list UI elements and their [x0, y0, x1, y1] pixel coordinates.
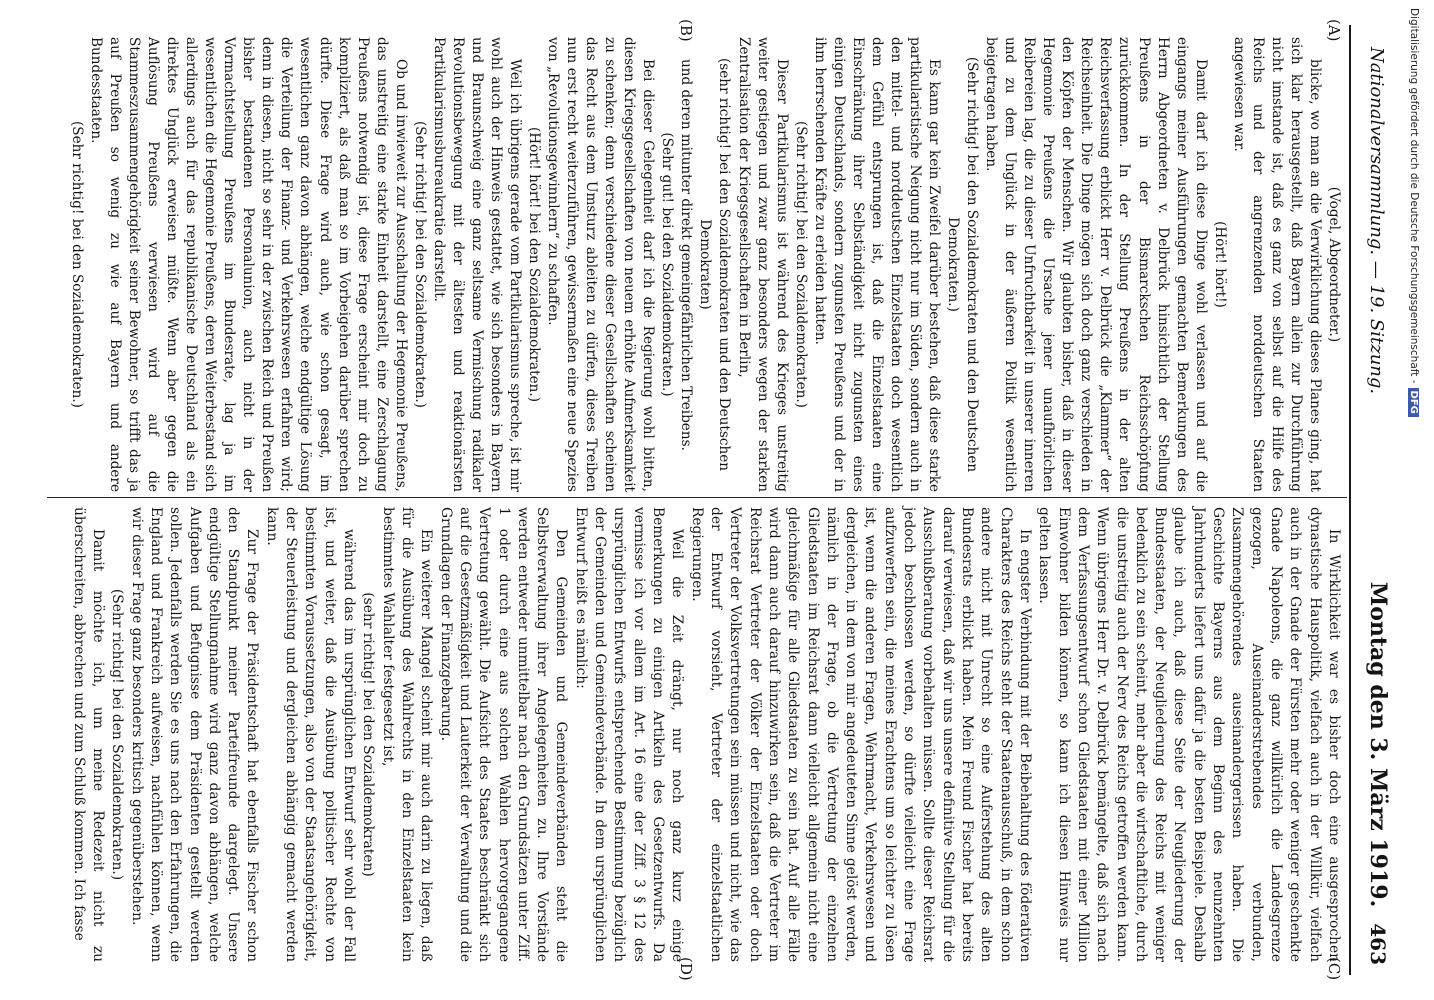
right-column [53, 507, 1343, 962]
right-paragraph: während das im ursprünglichen Entwurf sehr wohl der Fall ist, und weiter, daß die Ausübung politischer Rechte von bestimmten Voraussetzungen, also von der Staatsangehörigkeit, der Steuerleistung und dergleichen abhängig gemacht werden kann. [263, 507, 358, 962]
dfg-logo: DFG [1408, 388, 1419, 417]
right-paragraph: In engster Verbindung mit der Beibehaltung des föderativen Charakters des Reichs steht der Staatenausschuß, in dem schon andere nicht mit Unrecht so eine Auferstehung des alten Bundesrats erblickt haben. Mein Freund Fischer hat bereits darauf verwiesen, daß wir uns unsere definitive Stellung für die Ausschußberatung vorbehalten müssen. Sollte dieser Reichsrat jedoch beschlossen werden, so dürfte vielleicht eine Frage aufzuwerfen sein, die meines Erachtens um so leichter zu lösen ist, wenn die anderen Fragen, Wehrmacht, Verkehrswesen und dergleichen, in dem von mir angedeuteten Sinne gelöst werden, nämlich in der Frage, ob die Vertretung der einzelnen Gliedstaaten im Reichsrat dann vielleicht allgemein nicht eine gleichmäßige für alle Gliedstaaten zu sein hat. Auf alle Fälle wird dann auch darauf hinzuwirken sein, daß die Vertreter im Reichsrat Vertreter der Völker der Einzelstaaten oder doch Vertreter der Volksvertretungen sein müssen und nicht, wie das der Entwurf vorsieht, Vertreter der einzelstaatlichen Regierungen. [688, 507, 1033, 962]
left-paragraph: blicke, wo man an die Verwirklichung dieses Planes ging, hat sich klar herausgestellt, daß Bayern allein zur Durchführung nicht imstande ist, daß es ganz von selbst auf die Hilfe des Reichs und der angrenzenden norddeutschen Staaten angewiesen war. [1230, 37, 1323, 492]
page-header [1349, 25, 1395, 975]
column-divider [47, 497, 1347, 498]
margin-marker-c: (C) [1325, 957, 1343, 981]
right-paragraph: Zur Frage der Präsidentschaft hat ebenfalls Fischer schon den Standpunkt meiner Parteifreunde dargelegt. Unsere endgültige Stellungnahme wird ganz davon abhängen, welche Aufgaben und Befugnisse dem Präsidenten gestellt werden sollen. Jedenfalls werden Sie es uns nach den Erfahrungen, die England und Frankreich aufweisen, nachfühlen können, wenn wir dieser Frage ganz besonders kritisch gegenüberstehen. [128, 507, 261, 962]
left-paragraph: Es kann gar kein Zweifel darüber bestehen, daß diese starke partikularistische Neigung nicht nur im Süden, sondern auch in den mittel- und norddeutschen Einzelstaaten doch wesentlich dem Gefühl entsprungen ist, daß die Einzelstaaten eine Einschränkung ihrer Selbständigkeit nicht zugunsten eines einigen Deutschlands, sondern zugunsten Preußens und der in ihm herrschenden Kräfte zu erleiden hatten. [811, 37, 943, 492]
right-paragraph: Damit möchte ich, um meine Redezeit nicht zu überschreiten, abbrechen und zum Schluß kommen. Ich fasse [70, 507, 106, 962]
header-date [1365, 582, 1391, 965]
right-paragraph: (Sehr richtig! bei den Sozialdemokraten.) [109, 588, 126, 881]
left-paragraph: (sehr richtig! bei den Sozialdemokraten und den Deutschen Demokraten) [697, 57, 733, 471]
left-paragraph: (Hört! hört! bei den Sozialdemokraten.) [526, 126, 543, 402]
right-paragraph: In Wirklichkeit war es bisher doch eine ausgesprochen dynastische Hauspolitik, vielfach auch in der Willkür, vielfach auch in der Gnade der Fürsten mehr oder weniger geschenkte Gnade Napoleons, die ganz willkürlich die Landesgrenze gezogen, Auseinanderstrebendes verbunden, Zusammengehörendes auseinandergerissen haben. Die Geschichte Bayerns aus dem Beginn des neunzehnten Jahrhunderts liefert uns dafür ja die besten Beispiele. Deshalb glaube ich auch, daß diese Seite der Neugliederung der Bundesstaaten, der Neugliederung des Reichs mit weniger bedenklich zu sein scheint, mehr aber die wirtschaftliche, durch die unstreitig auch der Nerv des Reichs getroffen werden kann. Wenn übrigens Herr Dr. v. Delbrück bemängelte, daß sich nach dem Verfassungsentwurf schon Gliedstaaten mit einer Million Einwohner bilden können, so kann ich diesen Hinweis nur gelten lassen. [1036, 507, 1342, 962]
left-paragraph: (Sehr richtig! bei den Sozialdemokraten.) [792, 121, 809, 408]
left-column [53, 37, 1343, 492]
header-session-title: Nationalversammlung. — 19. Sitzung. [1366, 47, 1387, 395]
left-paragraph: (Sehr richtig! bei den Sozialdemokraten und den Deutschen Demokraten.) [945, 56, 981, 473]
margin-marker-a: (A) [1325, 19, 1343, 42]
left-paragraph: (Hört! hört!) [1211, 221, 1228, 308]
right-paragraph: Ein weiterer Mangel scheint mir auch darin zu liegen, daß für die Ausübung des Wahlrechts in den Einzelstaaten kein bestimmtes Wahlalter festgesetzt ist, [379, 507, 435, 962]
margin-marker-d: (D) [677, 957, 695, 981]
dfg-stamp [1408, 8, 1421, 414]
left-paragraph: (Sehr richtig! bei den Sozialdemokraten.) [68, 121, 85, 408]
left-paragraph: und deren mitunter direkt gemeingefährlichen Treibens. [678, 59, 695, 451]
left-paragraph: Damit darf ich diese Dinge wohl verlassen und auf die eingangs meiner Ausführungen gemachten Bemerkungen des Herrn Abgeordneten v. Delbrück hinsichtlich der Stellung Preußens in der Bismarckschen Reichsschöpfung zurückkommen. In der Stellung Preußens in der alten Reichsverfassung erblickt Herr v. Delbrück die „Klammer“ der Reichseinheit. Die Dinge mögen sich doch ganz verschieden in den Köpfen der Menschen. Wir glaubten bisher, daß in dieser Hegemonie Preußens die Ursache jener unaufhörlichen Reibereien lag, die zu dieser Unfruchtbarkeit in unserer inneren und zu dem Unglück in der äußeren Politik wesentlich beigetragen haben. [983, 37, 1209, 492]
right-paragraph: Weil die Zeit drängt, nur noch ganz kurz einige Bemerkungen zu einigen Artikeln des Gesetzentwurfs. Da vermisse ich vor allem im Art. 16 eine der Ziff. 3 § 12 des ursprünglichen Entwurfs entsprechende Bestimmung bezüglich der Gemeinden und Gemeindeverbände. In dem ursprünglichen Entwurf heißt es nämlich: [572, 507, 686, 962]
left-paragraph: (Sehr gut! bei den Sozialdemokraten.) [659, 132, 676, 397]
left-paragraph: Dieser Partikularismus ist während des Krieges unstreitig weiter gestiegen und zwar ganz besonders wegen der starken Zentralisation der Kriegsgesellschaften in Berlin, [735, 37, 790, 492]
right-paragraph: (sehr richtig! bei den Sozialdemokraten) [360, 592, 377, 877]
rotated-printed-page [40, 19, 1395, 981]
margin-marker-b: (B) [677, 19, 695, 42]
dfg-stamp-text [1408, 8, 1420, 417]
page-number: 463 [1366, 923, 1390, 965]
left-paragraph: Weil ich übrigens gerade vom Partikularismus spreche, ist mir wohl auch der Hinweis gestattet, wie sich besonders in Bayern und Braunschweig eine ganz seltsame Vermischung radikaler Revolutionsbewegung mit der ältesten und reaktionärsten Partikularismusbureaukratie darstellt. [430, 37, 523, 492]
right-paragraph: Den Gemeinden und Gemeindeverbänden steht die Selbstverwaltung ihrer Angelegenheiten zu. Ihre Vorstände werden entweder unmittelbar nach den Grundsätzen unter Ziff. 1 oder durch eine aus solchen Wahlen hervorgegangene Vertretung gewählt. Die Aufsicht des Staates beschränkt sich auf die Gesetzmäßigkeit und Lauterkeit der Verwaltung und die Grundlagen der Finanzgebarung. [437, 507, 570, 962]
left-paragraph: (Vogel, Abgeordneter.) [1326, 186, 1342, 343]
dfg-stamp-caption: Digitalisierung gefördert durch die Deutsche Forschungsgemeinschaft - [1408, 8, 1420, 384]
left-paragraph: Bei dieser Gelegenheit darf ich die Regierung wohl bitten, diesen Kriegsgesellschaften von neuem erhöhte Aufmerksamkeit zu schenken; denn verschiedene dieser Gesellschaften scheinen das Recht aus dem Umsturz ableiten zu dürfen, dieses Treiben nun erst recht weiterzuführen, gewissermaßen eine neue Spezies von „Revolutionsgewinnlern“ zu schaffen. [545, 37, 657, 492]
left-paragraph: (Sehr richtig! bei den Sozialdemokraten.) [411, 121, 428, 408]
left-paragraph: Ob und inwieweit zur Ausschaltung der Hegemonie Preußens, das unstreitig eine starke Einheit darstellt, eine Zerschlagung Preußens notwendig ist, diese Frage erscheint mir doch zu kompliziert, als daß man so im Vorbeigehen darüber sprechen dürfte. Diese Frage wird auch, wie schon gesagt, im wesentlichen ganz davon abhängen, welche endgültige Lösung die Verteilung der Finanz- und Verkehrswesen erfahren wird; denn in diesen, nicht so sehr in der zwischen Reich und Preußen bisher bestandenen Personalunion, auch nicht in der Vormachtstellung Preußens im Bundesrate, lag ja im wesentlichen die Hegemonie Preußens, deren Weiterbestand sich allerdings auch für das republikanische Deutschland als ein direktes Unglück erweisen müßte. Wenn aber gegen die Auflösung Preußens verwiesen wird auf die Stammeszusammengehörigkeit seiner Bewohner, so trifft das ja auf Preußen so wenig zu wie auf Bayern und andere Bundesstaaten. [87, 37, 409, 492]
header-date-text: Montag den 3. März 1919. [1365, 581, 1391, 908]
